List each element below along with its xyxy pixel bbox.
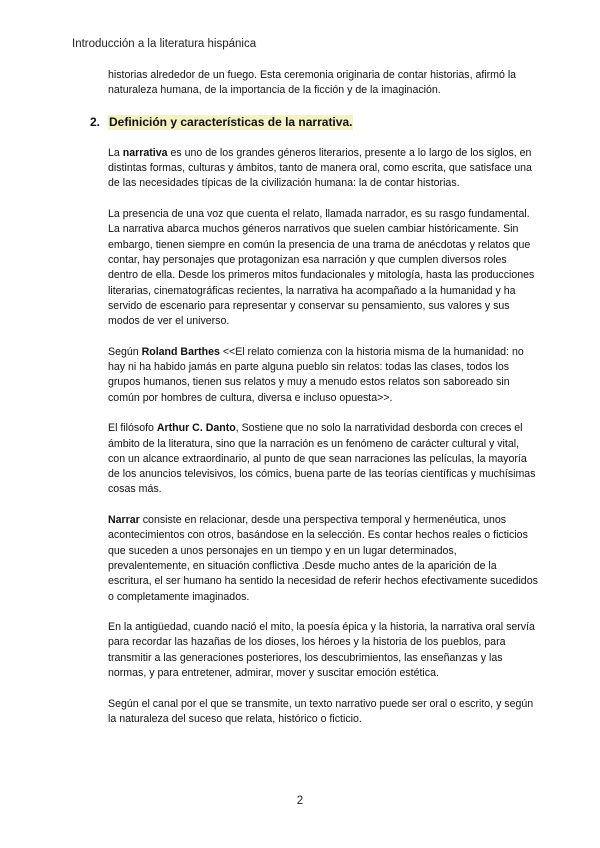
page-number: 2: [296, 795, 304, 807]
term-narrar: Narrar: [108, 514, 140, 527]
paragraph-barthes: Según Roland Barthes <<El relato comienza con la historia misma de la humanidad: no hay ni ha habido jamás en parte alguna pueblo sin relatos: todas las clases, todos los grupos humanos, tienen sus relatos y muy a menudo estos relatos son saboreado sin común por hombres de cultura, diversa e incluso opuesta>>.: [108, 345, 524, 404]
paragraph-danto: El filósofo Arthur C. Danto, Sostiene que no solo la narratividad desborda con creces el ámbito de la literatura, sino que la narración es un fenómeno de carácter cultural y vital, con un alcance extraordinario, al punto de que sean narraciones las películas, la mayoría de los anuncios televisivos, los cómics, buena parte de las teorías científicas y muchísimas cosas más.: [108, 422, 536, 496]
paragraph-canal: Según el canal por el que se transmite, un texto narrativo puede ser oral o escrito, y según la naturaleza del suceso que relata, histórico o ficticio.: [108, 697, 534, 725]
intro-paragraph: historias alrededor de un fuego. Esta ceremonia originaria de contar historias, afirmó la naturaleza humana, de la importancia de la ficción y de la imaginación.: [108, 69, 517, 97]
paragraph-antiguedad: En la antigüedad, cuando nació el mito, la poesía épica y la historia, la narrativa oral servía para recordar las hazañas de los dioses, los héroes y la historia de los pueblos, para transmitir a las generaciones posteriores, los descubrimientos, las enseñanzas y las normas, y para entretener, admirar, mover y suscitar emoción estética.: [108, 621, 535, 679]
section-heading: [90, 115, 538, 130]
paragraph-narrativa: La narrativa es uno de los grandes géneros literarios, presente a lo largo de los siglos, en distintas formas, culturas y ámbitos, tanto de manera oral, como escrita, que satisface una de las necesidades típicas de la civilización humana: la de contar historias.: [108, 146, 532, 190]
term-narrativa: narrativa: [122, 146, 168, 159]
author-danto: Arthur C. Danto: [156, 422, 236, 435]
paragraph-narrador: La presencia de una voz que cuenta el relato, llamada narrador, es su rasgo fundamental. La narrativa abarca muchos géneros narrativos que suelen cambiar históricamente. Sin embargo, tienen siempre en común la presencia de una trama de anécdotas y relatos que contar, hay personajes que protagonizan esa narración y que cumplen diversos roles dentro de ella. Desde los primeros mitos fundacionales y mitología, hasta las producciones literarias, cinematográficas recientes, la narrativa ha acompañado a la humanidad y ha servido de escenario para representar y conservar su pensamiento, sus valores y sus modos de ver el universo.: [108, 208, 535, 328]
paragraph-narrar: Narrar consiste en relacionar, desde una perspectiva temporal y hermenéutica, unos acontecimientos con otros, basándose en la selección. Es contar hechos reales o ficticios que suceden a unos personajes en un tiempo y en un lugar determinados, prevalentemente, en situación conflictiva .Desde mucho antes de la aparición de la escritura, el ser humano ha sentido la necesidad de referir hechos efectivamente sucedidos o completamente imaginados.: [108, 514, 538, 603]
section-number: 2.: [90, 114, 101, 129]
running-header: Introducción a la literatura hispánica: [72, 38, 257, 50]
document-body: [90, 68, 538, 742]
author-barthes: Roland Barthes: [141, 345, 220, 358]
section-title: Definición y características de la narrativa.: [109, 114, 353, 129]
